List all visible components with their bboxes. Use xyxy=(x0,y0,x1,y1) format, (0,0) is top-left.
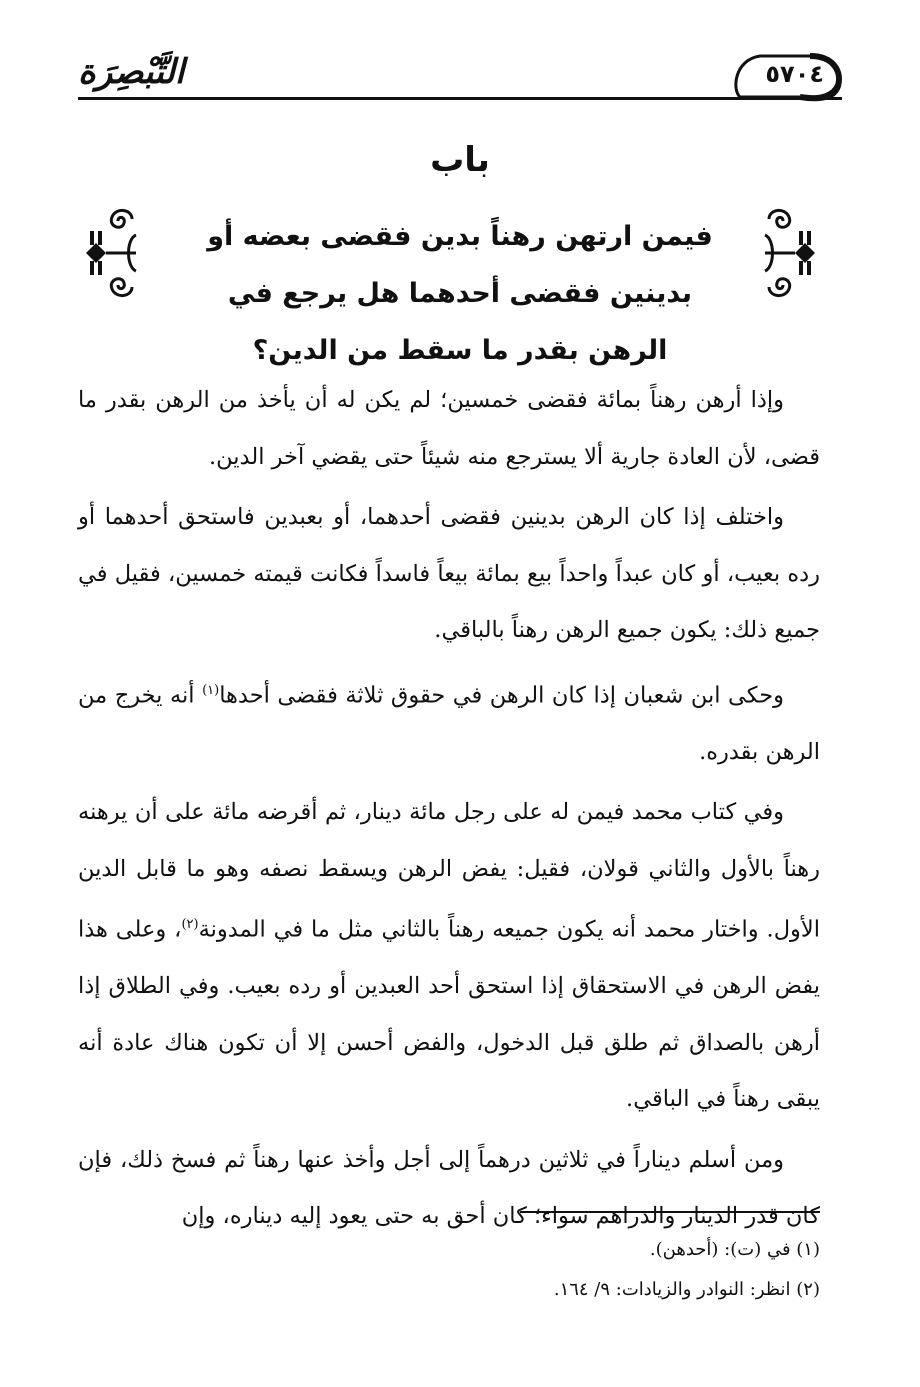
footnote: (٢) انظر: النوادر والزيادات: ٩/ ١٦٤. xyxy=(553,1279,820,1300)
paragraph: وإذا أرهن رهناً بمائة فقضى خمسين؛ لم يكن له أن يأخذ من الرهن بقدر ما قضى، لأن العادة جارية ألا يسترجع منه شيئاً حتى يقضي آخر الدين. xyxy=(78,387,820,470)
floral-ornament-icon xyxy=(755,205,819,301)
chapter-title: فيمن ارتهن رهناً بدين فقضى بعضه أو بدينين فقضى أحدهما هل يرجع في الرهن بقدر ما سقط من الدين؟ xyxy=(207,221,713,366)
body-text xyxy=(78,372,820,1249)
chapter-label: باب xyxy=(430,140,490,180)
page-number-badge xyxy=(730,50,842,104)
footnote-marker: (١) xyxy=(202,682,220,698)
book-title: التَّبْصِرَة xyxy=(78,52,185,92)
footnotes xyxy=(78,1230,820,1310)
floral-ornament-icon xyxy=(82,205,146,301)
paragraph: ومن أسلم ديناراً في ثلاثين درهماً إلى أجل وأخذ عنها رهناً ثم فسخ ذلك، فإن كان قدر الدينار والدراهم سواء؛ كان أحق به حتى يعود إليه ديناره، وإن xyxy=(78,1146,820,1229)
footnote: (١) في (ت): (أحدهن). xyxy=(649,1239,820,1260)
paragraph-text: وفي كتاب محمد فيمن له على رجل مائة دينار، ثم أقرضه مائة على أن يرهنه رهناً بالأول والثاني قولان، فقيل: يفض الرهن ويسقط نصفه وهو ما قابل الدين الأول. واختار محمد أنه يكون جميعه رهناً بالثاني مثل ما في المدونة xyxy=(78,799,820,943)
paragraph-text: ، وعلى هذا يفض الرهن في الاستحقاق إذا استحق أحد العبدين أو رده بعيب. وفي الطلاق إذا أرهن بالصداق ثم طلق قبل الدخول، والفض أحسن إلا أن تكون هناك عادة أنه يبقى رهناً في الباقي. xyxy=(78,916,820,1112)
paragraph xyxy=(78,784,820,1128)
paragraph-text: وحكى ابن شعبان إذا كان الرهن في حقوق ثلاثة فقضى أحدها xyxy=(219,682,785,708)
footnote-marker: (٢) xyxy=(181,917,199,932)
paragraph-text: أنه يخرج من الرهن بقدره. xyxy=(78,682,820,765)
page-number: ٥٧٠٤ xyxy=(765,60,824,88)
footnote-rule xyxy=(520,1211,820,1213)
paragraph: واختلف إذا كان الرهن بدينين فقضى أحدهما، أو بعبدين فاستحق أحدهما أو رده بعيب، أو كان عبداً واحداً بيع بمائة بيعاً فاسداً فكانت قيمته خمسين، فقيل في جميع ذلك: يكون جميع الرهن رهناً بالباقي. xyxy=(78,504,820,643)
header-rule xyxy=(78,97,842,100)
page-header xyxy=(78,50,842,110)
paragraph xyxy=(78,663,820,781)
